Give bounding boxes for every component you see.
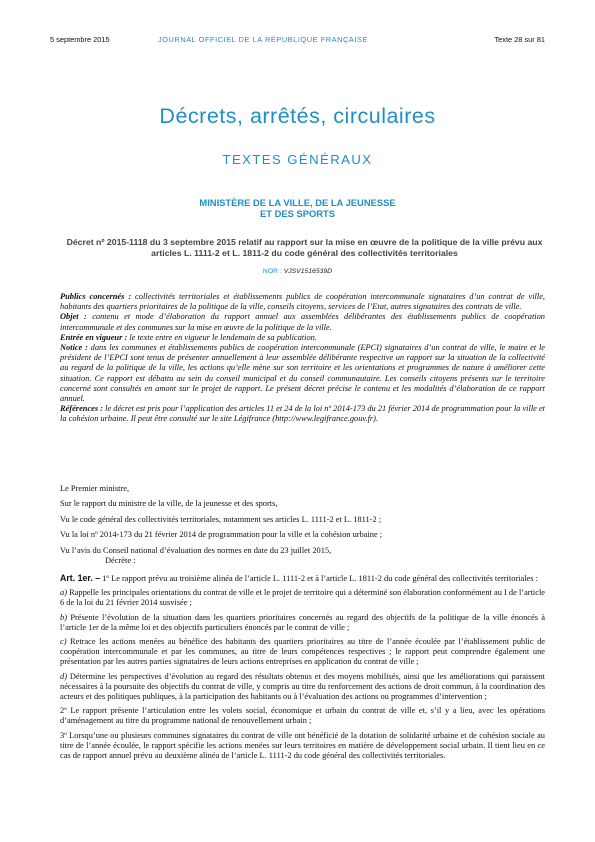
- notice-text: dans les communes et établissements publics de coopération intercommunale (EPCI) signataires d’un contrat de ville, le maire et le président de l’EPCI sont tenus de présenter annuellement à leur assemblée délibérante respective un rapport sur la situation de la collectivité au regard de la politique de la ville, les actions qu’elle mène sur son territoire et les orientations et programmes de nature à améliorer cette situation. Ce rapport est débattu au sein du conseil municipal et du conseil communautaire. Les conseils citoyens présents sur le territoire concerné sont consultés en amont sur le projet de rapport. Le présent décret précise le contenu et les modalités d’élaboration de ce rapport annuel.: [60, 343, 546, 404]
- item-text: Rappelle les principales orientations du contrat de ville et le projet de territoire qui a déterminé son élaboration conformément au I de l’article 6 de la loi du 21 février 2014 susvisée ;: [60, 588, 545, 608]
- references-label: Références :: [60, 404, 104, 414]
- ministry-heading: [100, 197, 495, 219]
- objet-label: Objet :: [60, 312, 87, 322]
- item-marker: c): [60, 637, 67, 647]
- page-indicator: Texte 28 sur 81: [494, 35, 545, 44]
- notice-objet: [60, 312, 545, 332]
- nor-reference: [0, 268, 595, 275]
- ministry-line-1: MINISTÈRE DE LA VILLE, DE LA JEUNESSE: [199, 197, 396, 208]
- article-1-label: Art. 1er. –: [60, 573, 101, 583]
- entree-text: le texte entre en vigueur le lendemain de sa publication.: [129, 332, 317, 342]
- visas-block: [60, 481, 545, 558]
- item-text: Retrace les actions menées au bénéfice des habitants des quartiers prioritaires au titre de l’année écoulée par l’établissement public de coopération intercommunale et par les communes, au titre de leurs compétences respectives ; le rapport peut comprendre également une présentation par les autres parties signataires de leurs actions entreprises en application du contrat de ville ;: [60, 637, 546, 667]
- entree-label: Entrée en vigueur :: [60, 332, 128, 342]
- notice-notice: [60, 343, 545, 404]
- references-text: le décret est pris pour l’application des articles 11 et 24 de la loi nº 2014-173 du 21 février 2014 de programmation pour la ville et la cohésion urbaine. Il peut être consulté sur le site Légifrance (http://www.legifrance.gouv.fr).: [60, 404, 546, 424]
- item-text: Présente l’évolution de la situation dans les quartiers prioritaires concernés au regard des objectifs de la politique de la ville énoncés à l’article 1er de la même loi et des objectifs particuliers énoncés par le contrat de ville ;: [60, 612, 546, 632]
- page-header: [50, 35, 545, 47]
- article-1: [60, 573, 545, 765]
- visa-line: Sur le rapport du ministre de la ville, de la jeunesse et des sports,: [60, 499, 278, 509]
- visa-line: Le Premier ministre,: [60, 484, 130, 493]
- article-item-b: [60, 613, 545, 633]
- notice-block: [60, 292, 545, 425]
- notice-label: Notice :: [60, 343, 88, 353]
- article-item-d: [60, 672, 545, 703]
- item-marker: b): [60, 612, 67, 622]
- decree-title: Décret nº 2015-1118 du 3 septembre 2015 relatif au rapport sur la mise en œuvre de la politique de la ville prévu aux articles L. 1111-2 et L. 1811-2 du code général des collectivités territoriales: [66, 237, 543, 258]
- article-item-a: [60, 588, 545, 608]
- article-point-3: 3º Lorsqu’une ou plusieurs communes signataires du contrat de ville ont bénéficié de la dotation de solidarité urbaine et de cohésion sociale au titre de l’année écoulée, le rapport spécifie les actions menées sur leurs territoires en matière de développement social urbain. Il tient lieu en ce cas de rapport annuel prévu au deuxième alinéa de l’article L. 1111-2 du code général des collectivités territoriales.: [60, 730, 545, 761]
- nor-label: NOR :: [262, 268, 282, 275]
- section-title: Décrets, arrêtés, circulaires: [159, 104, 436, 128]
- article-point-2: 2º Le rapport présente l’articulation entre les volets social, économique et urbain du contrat de ville et, s’il y a lieu, avec les opérations d’aménagement au titre du programme national de renouvellement urbain ;: [60, 706, 545, 726]
- publics-label: Publics concernés :: [60, 292, 132, 301]
- article-1-intro: [60, 573, 545, 584]
- notice-references: [60, 404, 545, 424]
- publication-date: 5 septembre 2015: [50, 35, 110, 44]
- ministry-line-2: ET DES SPORTS: [259, 208, 335, 219]
- journal-name: JOURNAL OFFICIEL DE LA RÉPUBLIQUE FRANÇAISE: [158, 35, 368, 44]
- item-marker: a): [60, 588, 67, 598]
- notice-entree: [60, 333, 545, 343]
- article-1-intro-text: 1º Le rapport prévu au troisième alinéa de l’article L. 1111-2 et à l’article L. 1811-2 du code général des collectivités territoriales :: [102, 574, 538, 583]
- visa-line: Vu l’avis du Conseil national d’évaluation des normes en date du 23 juillet 2015,: [60, 545, 332, 555]
- visa-line: Vu le code général des collectivités territoriales, notamment ses articles L. 1111-2 et L. 1811-2 ;: [60, 514, 382, 524]
- section-subtitle: TEXTES GÉNÉRAUX: [222, 152, 373, 167]
- objet-text: contenu et mode d’élaboration du rapport annuel aux assemblées délibérantes des établissements publics de coopération intercommunale et des communes sur la mise en œuvre de la politique de la ville.: [60, 312, 545, 332]
- article-item-c: [60, 637, 545, 668]
- publics-text: collectivités territoriales et établissements publics de coopération intercommunale signataires d’un contrat de ville, habitants des quartiers prioritaires de la politique de la ville, conseils citoyens, services de l’Etat, autres signataires des contrats de ville.: [60, 292, 546, 312]
- item-text: Détermine les perspectives d’évolution au regard des résultats obtenus et des moyens mobilisés, ainsi que les améliorations qui paraissent nécessaires à la poursuite des objectifs du contrat de ville, y compris au titre du renforcement des actions de droit commun, à la coordination des acteurs et des politiques publiques, à la participation des habitants ou à l’évaluation des actions ou programmes d’intervention ;: [60, 671, 545, 702]
- nor-code: VJSV1516539D: [283, 268, 333, 275]
- item-marker: d): [60, 671, 67, 681]
- visa-line: Vu la loi nº 2014-173 du 21 février 2014 de programmation pour la ville et la cohésion urbaine ;: [60, 530, 383, 540]
- decrete-heading: Décrète :: [105, 556, 136, 565]
- notice-publics: [60, 292, 545, 312]
